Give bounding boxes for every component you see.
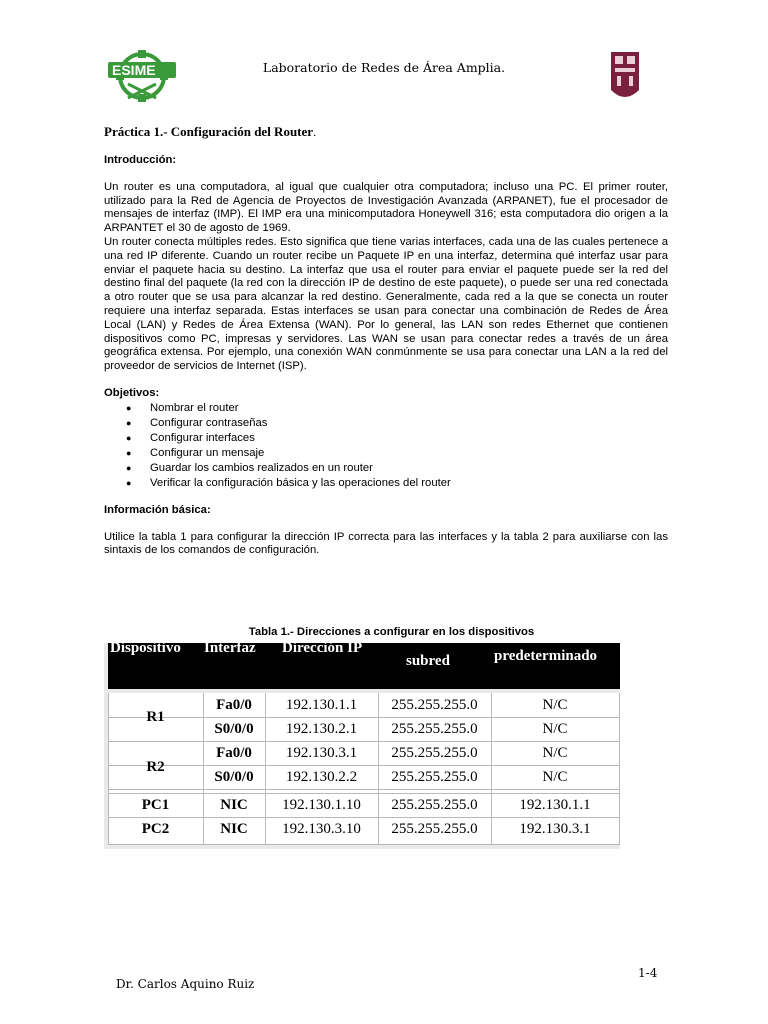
intro-heading: Introducción: <box>104 154 177 166</box>
cell-mask: 255.255.255.0 <box>391 769 478 785</box>
cell-ip: 192.130.2.2 <box>285 769 358 785</box>
intro-paragraph-2: Un router conecta múltiples redes. Esto significa que tiene varias interfaces, cada una de las cuales pertenece a una red IP diferente. Cuando un router recibe un Paquete IP en una interfaz, determina qué interfaz usar para enviar el paquete hacia su destino. La interfaz que usa el router para enviar el paquete puede ser la red del destino final del paquete (la red con la dirección IP de destino de este paquete), o puede ser una red conectada a otro router que se usa para alcanzar la red destino. Generalmente, cada red a la que se conecta un router requiere una interfaz separada. Estas interfaces se usan para conectar una combinación de Redes de Área Local (LAN) y Redes de Área Extensa (WAN). Por lo general, las LAN son redes Ethernet que contienen dispositivos como PC, impresas y servidores. Las WAN se usan para conectar redes a través de un área geográfica extensa. Por ejemplo, una conexión WAN conmúnmente se usa para conectar una LAN a la red del proveedor de servicios de Internet (ISP). <box>104 235 668 373</box>
page-number: 1-4 <box>638 966 658 980</box>
cell-device-pc2: PC2 <box>141 821 170 837</box>
cell-ip: 192.130.2.1 <box>285 721 358 737</box>
cell-device-r2: R2 <box>146 759 165 775</box>
cell-ip: 192.130.1.10 <box>282 797 361 813</box>
intro-paragraph-1: Un router es una computadora, al igual que cualquier otra computadora; incluso una PC. El primer router, utilizado para la Red de Agencia de Proyectos de Investigación Avanzada (ARPANET), fue el procesador de mensajes de interfaz (IMP). El IMP era una minicomputadora Honeywell 316; esta computadora dio origen a la ARPANTET el 30 de agosto de 1969. <box>104 180 668 235</box>
list-item: ● Nombrar el router <box>126 401 239 414</box>
bullet-icon: ● <box>126 447 132 458</box>
list-item: ● Configurar interfaces <box>126 431 255 444</box>
list-item: ● Verificar la configuración básica y las operaciones del router <box>126 476 451 489</box>
cell-gateway: N/C <box>542 769 568 785</box>
cell-gateway: 192.130.1.1 <box>519 797 591 813</box>
header-gateway: predeterminado <box>494 648 598 664</box>
cell-gateway: N/C <box>542 745 568 761</box>
cell-device-pc1: PC1 <box>141 797 170 813</box>
basic-info-heading: Información básica: <box>104 503 211 516</box>
cell-mask: 255.255.255.0 <box>391 745 478 761</box>
practice-title-suffix: . <box>313 124 317 139</box>
header-interface: Interfaz <box>204 640 256 656</box>
address-table <box>104 640 620 849</box>
cell-gateway: 192.130.3.1 <box>519 821 591 837</box>
list-item: ● Configurar un mensaje <box>126 446 265 459</box>
cell-mask: 255.255.255.0 <box>391 721 478 737</box>
svg-text:ESIME: ESIME <box>112 62 156 78</box>
table-body <box>108 693 620 845</box>
cell-interface: NIC <box>220 797 248 813</box>
bullet-icon: ● <box>126 432 132 443</box>
header-ip: Dirección IP <box>282 640 363 656</box>
cell-interface: S0/0/0 <box>214 721 254 737</box>
bullet-icon: ● <box>126 462 132 473</box>
table-header <box>108 640 620 689</box>
cell-mask: 255.255.255.0 <box>391 697 478 713</box>
cell-device-r1: R1 <box>146 709 165 725</box>
bullet-icon: ● <box>126 402 132 413</box>
header-title: Laboratorio de Redes de Área Amplia. <box>262 60 506 75</box>
practice-title-text: Práctica 1.- Configuración del Router <box>104 124 314 139</box>
objectives-heading: Objetivos: <box>104 386 160 399</box>
practice-title <box>104 124 316 140</box>
objectives-list <box>104 401 668 491</box>
list-item: ● Configurar contraseñas <box>126 416 268 429</box>
cell-interface: Fa0/0 <box>216 697 252 713</box>
basic-info-paragraph: Utilice la tabla 1 para configurar la dirección IP correcta para las interfaces y la tabla 2 para auxiliarse con las sintaxis de los comandos de configuración. <box>104 530 668 557</box>
cell-gateway: N/C <box>542 721 568 737</box>
ipn-logo-icon <box>605 46 645 106</box>
cell-mask: 255.255.255.0 <box>391 797 478 813</box>
table-caption: Tabla 1.- Direcciones a configurar en los dispositivos <box>248 626 535 638</box>
cell-gateway: N/C <box>542 697 568 713</box>
header-subnet: subred <box>406 653 450 669</box>
bullet-icon: ● <box>126 417 132 428</box>
cell-interface: S0/0/0 <box>214 769 254 785</box>
header-device: Dispositivo <box>110 640 181 656</box>
cell-ip: 192.130.3.1 <box>285 745 358 761</box>
bullet-icon: ● <box>126 477 132 488</box>
cell-interface: NIC <box>220 821 248 837</box>
footer-author: Dr. Carlos Aquino Ruiz <box>116 977 255 991</box>
cell-ip: 192.130.3.10 <box>282 821 361 837</box>
cell-mask: 255.255.255.0 <box>391 821 478 837</box>
list-item: ● Guardar los cambios realizados en un router <box>126 461 373 474</box>
cell-ip: 192.130.1.1 <box>285 697 358 713</box>
cell-interface: Fa0/0 <box>216 745 252 761</box>
document-body <box>104 154 668 558</box>
